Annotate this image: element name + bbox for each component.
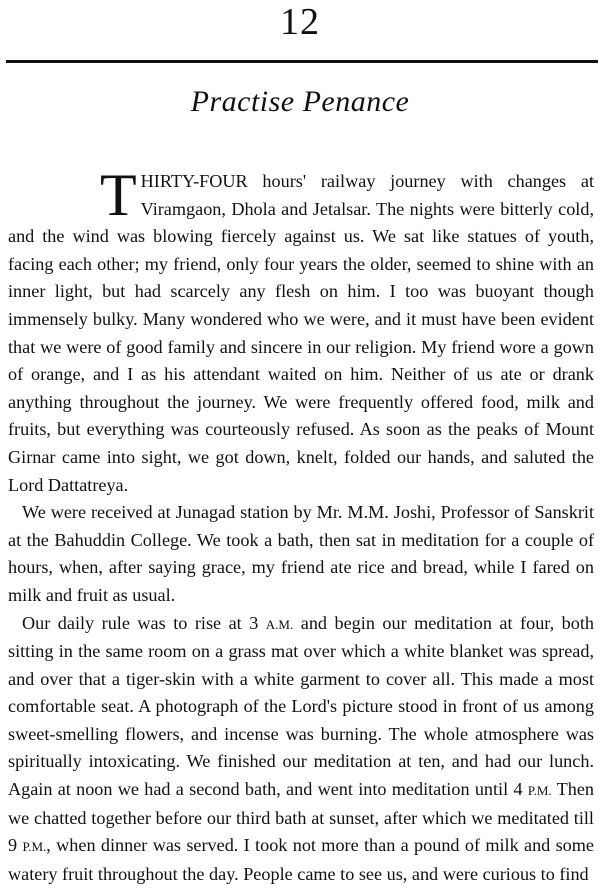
time-pm-2: P.M. [22, 839, 46, 854]
time-pm-1: P.M. [528, 783, 552, 798]
drop-cap: T [100, 172, 137, 218]
paragraph-3-text-b: and begin our meditation at four, both sitting in the same room on a grass mat over which a white blanket was spread, and over that a tiger-skin with a white garment to cover all. This made a most comfortable seat. A photograph of the Lord's picture stood in front of us among sweet-smelling flowers, and incense was burning. The whole atmosphere was spiritually intoxicating. We finished our meditation at ten, and had our lunch. Again at noon we had a second bath, and went into meditation until 4 [8, 613, 594, 800]
time-am: A.M. [266, 617, 293, 632]
paragraph-3-text-c: Then we chatted together before our third bath at sunset, after which we meditated till 9 [8, 779, 594, 855]
paragraph-1 [8, 168, 594, 499]
paragraph-1-text: hours' railway journey with changes at Viramgaon, Dhola and Jetalsar. The nights were bitterly cold, and the wind was blowing fiercely against us. We sat like statues of youth, facing each other; my friend, only four years the older, seemed to shine with an inner light, but had scarcely any flesh on him. I too was buoyant though immensely bulky. Many wondered who we were, and it must have been evident that we were of good family and sincere in our religion. My friend wore a gown of orange, and I as his attendant waited on him. Neither of us ate or drank anything throughout the journey. We were frequently offered food, milk and fruits, but everything was courteously refused. As soon as the peaks of Mount Girnar came into sight, we got down, knelt, folded our hands, and saluted the Lord Dattatreya. [8, 171, 594, 495]
paragraph-3 [8, 610, 594, 888]
chapter-divider [6, 60, 598, 63]
chapter-body [8, 168, 594, 888]
paragraph-2: We were received at Junagad station by Mr. M.M. Joshi, Professor of Sanskrit at the Bahuddin College. We took a bath, then sat in meditation for a couple of hours, when, after saying grace, my friend ate rice and bread, while I fared on milk and fruit as usual. [8, 499, 594, 609]
opening-words: HIRTY-FOUR [141, 171, 248, 191]
chapter-title: Practise Penance [0, 84, 600, 120]
chapter-number: 12 [0, 0, 600, 44]
paragraph-3-text-d: , when dinner was served. I took not more than a pound of milk and some watery fruit throughout the day. People came to see us, and were curious to find [8, 835, 594, 884]
paragraph-3-text-a: Our daily rule was to rise at 3 [22, 613, 266, 633]
